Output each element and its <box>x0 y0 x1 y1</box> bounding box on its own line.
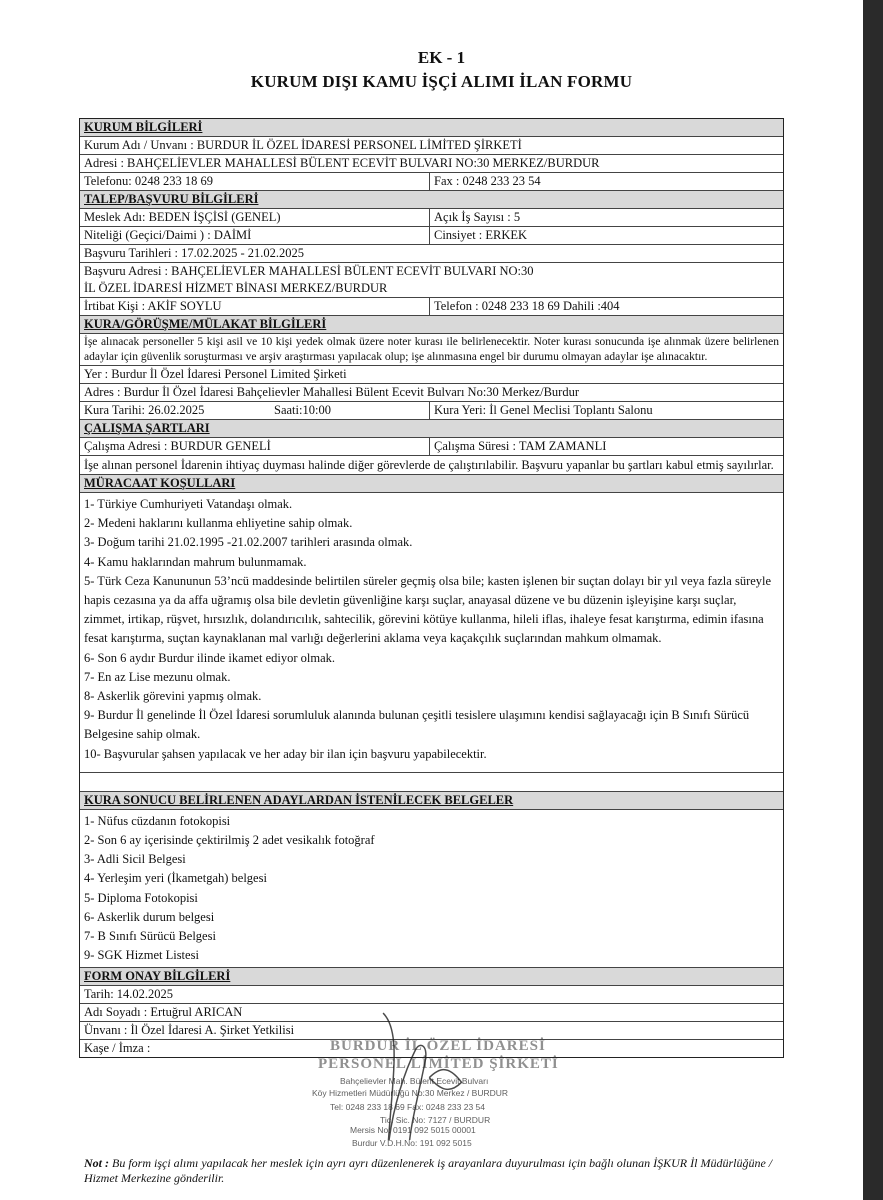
institution-name: Kurum Adı / Unvanı : BURDUR İL ÖZEL İDARESİ PERSONEL LİMİTED ŞİRKETİ <box>84 138 522 152</box>
page-title: KURUM DIŞI KAMU İŞÇİ ALIMI İLAN FORMU <box>250 72 633 91</box>
list-item: 2- Son 6 ay içerisinde çektirilmiş 2 adet vesikalık fotoğraf <box>84 833 375 848</box>
section-kura-title: KURA/GÖRÜŞME/MÜLAKAT BİLGİLERİ <box>80 316 783 333</box>
institution-phone: Telefonu: 0248 233 18 69 <box>80 173 430 190</box>
contact-phone: Telefon : 0248 233 18 69 Dahili :404 <box>434 299 620 313</box>
profession-name: Meslek Adı: BEDEN İŞÇİSİ (GENEL) <box>80 209 430 226</box>
section-kurum-title: KURUM BİLGİLERİ <box>80 119 783 136</box>
list-item: 3- Adli Sicil Belgesi <box>84 852 186 867</box>
list-item: 9- Burdur İl genelinde İl Özel İdaresi sorumluluk alanında bulunan çeşitli tesislere ulaşımını kendisi sağlayacağı için B Sınıfı Sürücü Belgesine sahip olmak. <box>84 708 750 742</box>
section-talep-title: TALEP/BAŞVURU BİLGİLERİ <box>80 191 783 208</box>
spacer <box>80 773 783 792</box>
list-item: 1- Nüfus cüzdanın fotokopisi <box>84 813 231 828</box>
institution-address: Adresi : BAHÇELİEVLER MAHALLESİ BÜLENT ECEVİT BULVARI NO:30 MERKEZ/BURDUR <box>84 156 600 170</box>
required-documents-list <box>80 810 783 968</box>
approver-title: Ünvanı : İl Özel İdaresi A. Şirket Yetkilisi <box>84 1023 295 1038</box>
lottery-time: Saati:10:00 <box>270 402 430 419</box>
application-dates: Başvuru Tarihleri : 17.02.2025 - 21.02.2025 <box>84 246 305 260</box>
job-nature: Niteliği (Geçici/Daimi ) : DAİMİ <box>80 227 430 244</box>
stamp-line: Tel: 0248 233 18 69 Fax: 0248 233 23 54 <box>330 1102 486 1112</box>
gender: Cinsiyet : ERKEK <box>434 228 528 242</box>
list-item: 2- Medeni haklarını kullanma ehliyetine sahip olmak. <box>84 516 353 531</box>
approval-date: Tarih: 14.02.2025 <box>84 987 174 1002</box>
list-item: 7- En az Lise mezunu olmak. <box>84 669 231 684</box>
open-positions: Açık İş Sayısı : 5 <box>434 210 521 224</box>
work-description: İşe alınan personel İdarenin ihtiyaç duyması halinde diğer görevlerde de çalıştırılabilir. Başvuru yapanlar bu şartları kabul etmiş sayılırlar. <box>84 458 774 472</box>
list-item: 5- Diploma Fotokopisi <box>84 890 198 905</box>
stamp-line: Burdur V.D.H.No: 191 092 5015 <box>352 1138 472 1148</box>
application-address <box>80 263 783 297</box>
lottery-description: İşe alınacak personeller 5 kişi asil ve 10 kişi yedek olmak üzere noter kurası ile belirlenecektir. Noter kurası sonucunda işe alınmak üzere belirlenen adaylar için güvenlik soruşturması ve arşiv araştırması yapılacak olup; işe alınmasına engel bir durumu olmayan adaylar işe alınacaktır. <box>84 336 779 363</box>
list-item: 6- Son 6 aydır Burdur ilinde ikamet ediyor olmak. <box>84 650 335 665</box>
list-item: 6- Askerlik durum belgesi <box>84 909 215 924</box>
stamp-line: Mersis No: 0191 092 5015 00001 <box>350 1125 476 1135</box>
list-item: 9- SGK Hizmet Listesi <box>84 948 199 963</box>
list-item: 3- Doğum tarihi 21.02.1995 -21.02.2007 tarihleri arasında olmak. <box>84 535 413 550</box>
scan-edge <box>863 0 883 1200</box>
section-calisma-title: ÇALIŞMA ŞARTLARI <box>80 420 783 437</box>
application-address-line2: İL ÖZEL İDARESİ HİZMET BİNASI MERKEZ/BURDUR <box>84 281 388 295</box>
section-muracaat-title: MÜRACAAT KOŞULLARI <box>80 475 783 492</box>
footer-note <box>84 1156 784 1186</box>
application-conditions-list <box>80 493 783 772</box>
list-item: 4- Yerleşim yeri (İkametgah) belgesi <box>84 871 267 886</box>
lottery-place: Yer : Burdur İl Özel İdaresi Personel Limited Şirketi <box>84 367 347 381</box>
list-item: 5- Türk Ceza Kanununun 53’ncü maddesinde belirtilen süreler geçmiş olsa bile; kasten işlenen bir suçtan dolayı bir yıl veya fazla süreyle hapis cezasına ya da affa uğramış olsa bile devletin güvenliğine karşı suçlar, anayasal düzene ve bu düzenin işleyişine karşı suçlar, zimmet, irtikap, rüşvet, hırsızlık, dolandırıcılık, sahtecilik, görevini kötüye kullanma, hileli iflas, ihaleye fesat karıştırma, edimin ifasına fesat karıştırma, suçtan kaynaklanan mal varlığı değerlerini aklama veya kaçakçılık suçlarından mahkum olmamak. <box>84 573 772 646</box>
announcement-form <box>79 118 784 1058</box>
list-item: 1- Türkiye Cumhuriyeti Vatandaşı olmak. <box>84 497 293 511</box>
stamp-line: Bahçelievler Mah. Bülent Ecevit Bulvarı <box>340 1076 489 1086</box>
stamp-signature-label: Kaşe / İmza : <box>84 1041 151 1056</box>
work-address: Çalışma Adresi : BURDUR GENELİ <box>80 438 430 455</box>
stamp-line: Tic. Sic. No: 7127 / BURDUR <box>380 1115 491 1125</box>
note-text: Bu form işçi alımı yapılacak her meslek için ayrı ayrı düzenlenerek iş arayanlara duyurulması için bağlı olunan İŞKUR İl Müdürlüğüne / Hizmet Merkezine gönderilir. <box>84 1156 773 1185</box>
work-duration: Çalışma Süresi : TAM ZAMANLI <box>434 439 607 453</box>
institution-fax: Fax : 0248 233 23 54 <box>434 174 541 188</box>
contact-person: İrtibat Kişi : AKİF SOYLU <box>80 298 430 315</box>
list-item: 7- B Sınıfı Sürücü Belgesi <box>84 929 216 944</box>
annex-label: EK - 1 <box>417 48 466 67</box>
list-item: 4- Kamu haklarından mahrum bulunmamak. <box>84 554 307 569</box>
stamp-line: BURDUR İL ÖZEL İDARESİ <box>330 1038 546 1054</box>
lottery-date: Kura Tarihi: 26.02.2025 <box>84 403 205 417</box>
section-belgeler-title: KURA SONUCU BELİRLENEN ADAYLARDAN İSTENİLECEK BELGELER <box>80 792 783 809</box>
approver-name: Adı Soyadı : Ertuğrul ARICAN <box>84 1005 243 1020</box>
note-label: Not : <box>84 1156 109 1170</box>
lottery-address: Adres : Burdur İl Özel İdaresi Bahçelievler Mahallesi Bülent Ecevit Bulvarı No:30 Merkez/Burdur <box>84 385 579 399</box>
stamp-line: PERSONEL LİMİTED ŞİRKETİ <box>318 1056 559 1072</box>
list-item: 8- Askerlik görevini yapmış olmak. <box>84 689 262 704</box>
application-address-line1: Başvuru Adresi : BAHÇELİEVLER MAHALLESİ BÜLENT ECEVİT BULVARI NO:30 <box>84 264 534 278</box>
list-item: 10- Başvurular şahsen yapılacak ve her aday bir ilan için başvuru yapabilecektir. <box>84 746 487 761</box>
section-onay-title: FORM ONAY BİLGİLERİ <box>80 968 783 985</box>
lottery-location: Kura Yeri: İl Genel Meclisi Toplantı Salonu <box>434 403 653 417</box>
stamp-line: Köy Hizmetleri Müdürlüğü No:30 Merkez / BURDUR <box>312 1088 509 1098</box>
